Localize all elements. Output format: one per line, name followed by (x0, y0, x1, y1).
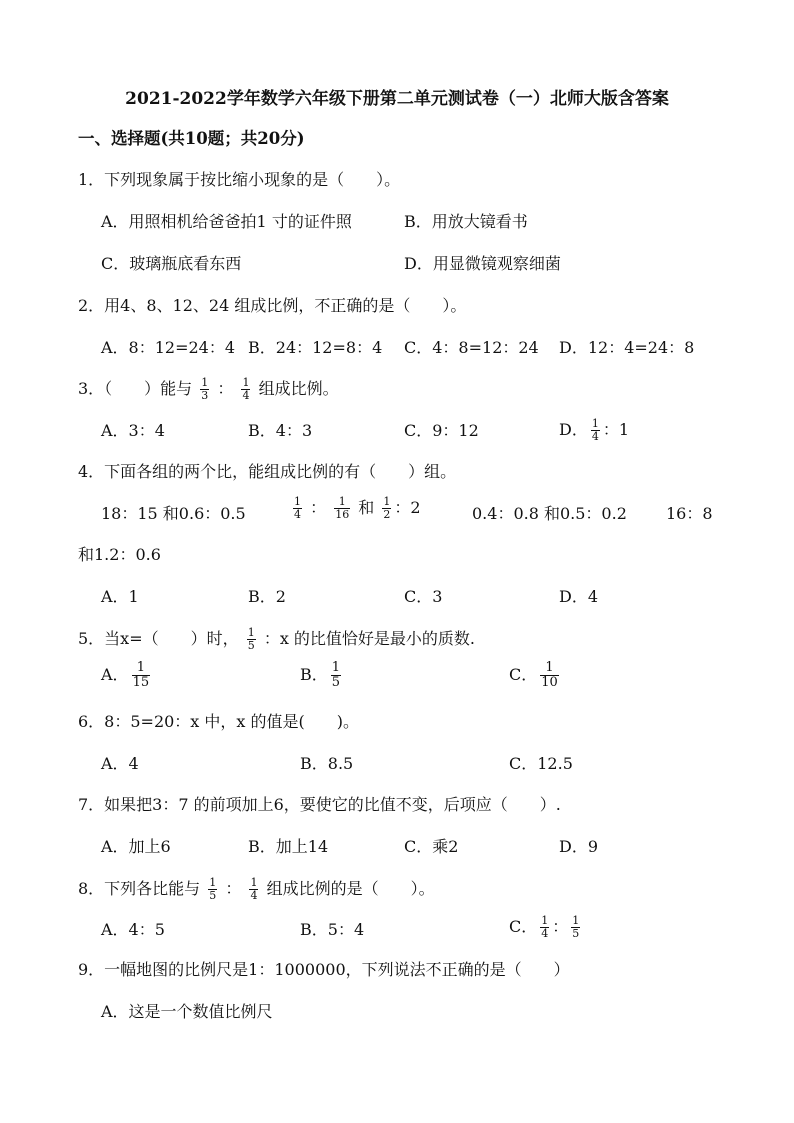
q5-b-fraction (331, 661, 341, 690)
section-heading: 一、选择题(共10题；共20分) (78, 129, 305, 148)
q8-colon: ： (225, 879, 242, 898)
q3-d-den: 4 (591, 430, 599, 443)
q8-f2-den: 4 (250, 889, 258, 902)
q8-option-a: A．4：5 (101, 920, 165, 939)
q8-c-fraction-1 (540, 915, 549, 940)
q4-g2-f2-den: 16 (335, 508, 350, 521)
q8-f1-den: 5 (209, 889, 217, 902)
q9-option-a: A．这是一个数值比例尺 (101, 1002, 273, 1021)
q5-b-num: 1 (331, 660, 341, 675)
q4-group-3: 0.4：0.8 和0.5：0.2 (472, 504, 627, 523)
q5-fraction (247, 627, 256, 652)
q8-f1-num: 1 (209, 876, 217, 889)
q8-f2-num: 1 (250, 876, 258, 889)
q5-a-label: A． (101, 665, 129, 684)
q3-option-d (559, 418, 629, 443)
q3-stem-pre: 3．（ ）能与 (78, 379, 193, 398)
q5-option-c (509, 661, 562, 690)
q3-fraction-1 (200, 377, 209, 402)
q5-option-b (300, 661, 344, 690)
q6-option-c: C．12.5 (509, 754, 573, 773)
q8-c-colon: ： (552, 917, 569, 936)
q3-fraction-2 (241, 377, 250, 402)
q5-c-fraction (540, 661, 559, 690)
q4-g2-tail: ：2 (394, 498, 421, 517)
question-6-stem: 6．8：5=20：x 中，x 的值是( )。 (78, 712, 360, 731)
q3-d-tail: ：1 (602, 420, 630, 439)
q7-option-a: A．加上6 (101, 837, 171, 856)
q7-option-b: B．加上14 (248, 837, 329, 856)
question-3-stem (78, 377, 339, 402)
q4-g2-f3-num: 1 (383, 495, 391, 508)
q8-c-num-2: 1 (572, 914, 580, 927)
q4-g2-and: 和 (358, 498, 375, 517)
q8-option-c (509, 915, 583, 940)
q1-option-d: D．用显微镜观察细菌 (404, 254, 561, 273)
q2-option-c: C．4：8=12：24 (404, 338, 539, 357)
q3-colon: ： (217, 379, 234, 398)
q4-g2-fraction-2 (334, 496, 350, 521)
q5-a-den: 15 (132, 675, 150, 690)
question-1-stem: 1．下列现象属于按比缩小现象的是（ ）。 (78, 170, 401, 189)
q5-f-num: 1 (247, 626, 255, 639)
q2-option-b: B．24：12=8：4 (248, 338, 383, 357)
q5-a-fraction (132, 661, 151, 690)
q3-d-num: 1 (591, 417, 599, 430)
q5-f-den: 5 (247, 639, 255, 652)
q8-option-b: B．5：4 (300, 920, 365, 939)
q8-fraction-1 (208, 877, 217, 902)
question-2-stem: 2．用4、8、12、24 组成比例，不正确的是（ ）。 (78, 296, 467, 315)
question-8-stem (78, 877, 435, 902)
q4-g2-colon: ： (310, 498, 327, 517)
q3-d-fraction (591, 418, 600, 443)
q4-option-d: D．4 (559, 587, 599, 606)
question-4-stem: 4．下面各组的两个比，能组成比例的有（ ）组。 (78, 462, 457, 481)
q2-option-d: D．12：4=24：8 (559, 338, 695, 357)
q3-option-a: A．3：4 (101, 421, 165, 440)
q4-g2-fraction-3 (382, 496, 391, 521)
question-7-stem: 7．如果把3：7 的前项加上6，要使它的比值不变，后项应（ ）. (78, 795, 561, 814)
q5-stem-post: ：x 的比值恰好是最小的质数. (263, 629, 476, 648)
q4-g2-f2-num: 1 (338, 495, 346, 508)
q6-option-b: B．8.5 (300, 754, 354, 773)
q3-option-b: B．4：3 (248, 421, 313, 440)
q3-f1-den: 3 (201, 389, 209, 402)
q5-b-den: 5 (331, 675, 341, 690)
q5-stem-pre: 5．当x=（ ）时， (78, 629, 239, 648)
q3-option-c: C．9：12 (404, 421, 479, 440)
q6-option-a: A．4 (101, 754, 139, 773)
q4-group-1: 18：15 和0.6：0.5 (101, 504, 246, 523)
q5-c-label: C． (509, 665, 538, 684)
q8-fraction-2 (249, 877, 258, 902)
page-title: 2021-2022学年数学六年级下册第二单元测试卷（一）北师大版含答案 (125, 89, 669, 109)
q8-stem-post: 组成比例的是（ ）。 (266, 879, 435, 898)
q4-option-b: B．2 (248, 587, 286, 606)
q8-c-den-1: 4 (541, 927, 549, 940)
q5-c-den: 10 (541, 675, 558, 690)
q2-option-a: A．8：12=24：4 (101, 338, 236, 357)
q4-option-a: A．1 (101, 587, 139, 606)
q3-f1-num: 1 (201, 376, 209, 389)
q5-c-num: 1 (545, 660, 554, 675)
q5-option-a (101, 661, 153, 690)
q4-group-2 (290, 496, 421, 521)
q1-option-c: C．玻璃瓶底看东西 (101, 254, 242, 273)
q3-f2-den: 4 (242, 389, 250, 402)
q1-option-a: A．用照相机给爸爸拍1 寸的证件照 (101, 212, 352, 231)
q3-f2-num: 1 (242, 376, 250, 389)
q8-stem-pre: 8．下列各比能与 (78, 879, 201, 898)
q4-g2-f3-den: 2 (383, 508, 391, 521)
q7-option-c: C．乘2 (404, 837, 459, 856)
q8-c-den-2: 5 (572, 927, 580, 940)
q4-group-4-continued: 和1.2：0.6 (78, 545, 161, 564)
q4-g2-fraction-1 (293, 496, 302, 521)
q4-g2-f1-den: 4 (294, 508, 301, 521)
q3-stem-post: 组成比例。 (258, 379, 339, 398)
q4-option-c: C．3 (404, 587, 443, 606)
q8-c-fraction-2 (571, 915, 580, 940)
q8-c-num-1: 1 (541, 914, 549, 927)
q4-group-4: 16：8 (666, 504, 713, 523)
q1-option-b: B．用放大镜看书 (404, 212, 528, 231)
q4-g2-f1-num: 1 (294, 495, 301, 508)
q7-option-d: D．9 (559, 837, 599, 856)
q3-d-label: D． (559, 420, 588, 439)
q5-a-num: 1 (136, 660, 145, 675)
q5-b-label: B． (300, 665, 328, 684)
question-5-stem (78, 627, 475, 652)
q8-c-label: C． (509, 917, 538, 936)
question-9-stem: 9．一幅地图的比例尺是1：1000000，下列说法不正确的是（ ） (78, 960, 570, 979)
